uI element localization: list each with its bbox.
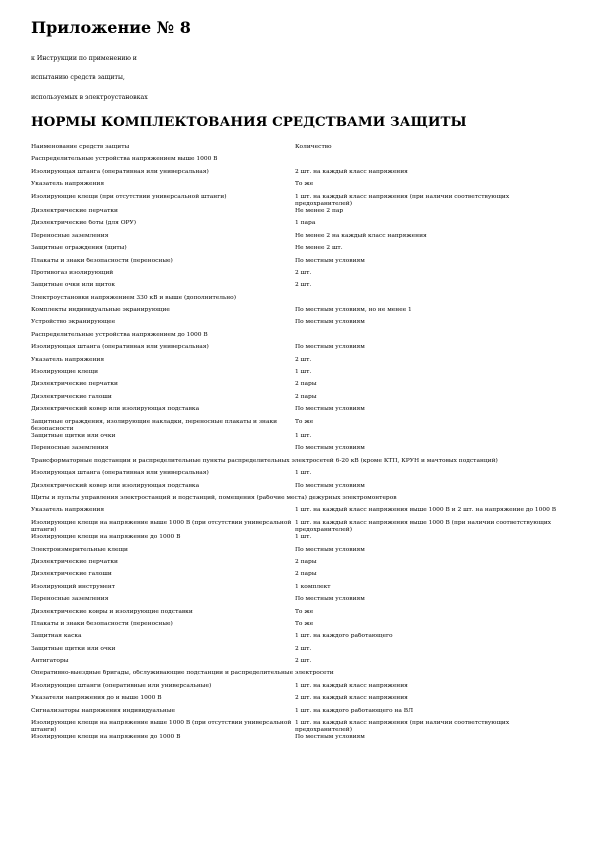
quantity-cell: Не менее 2 на каждый класс напряжения bbox=[295, 232, 427, 239]
intro-line-1: к Инструкции по применению и bbox=[31, 55, 137, 62]
table-row bbox=[31, 307, 563, 319]
equipment-name-cell: Защитные щитки или очки bbox=[31, 433, 116, 440]
equipment-name-cell: Изолирующие клещи на напряжение до 1000 В bbox=[31, 734, 181, 741]
equipment-name-cell: Изолирующая штанга (оперативная или универсальная) bbox=[31, 470, 209, 477]
equipment-name-cell: Комплекты индивидуальные экранирующие bbox=[31, 307, 170, 314]
equipment-name-cell: Изолирующие клещи на напряжение выше 1000 В (при отсутствии универсальной штанги) bbox=[31, 519, 292, 533]
table-row bbox=[31, 433, 563, 445]
quantity-cell: По местным условиям bbox=[295, 546, 365, 553]
equipment-name-cell: Изолирующие клещи на напряжение выше 1000 В (при отсутствии универсальной штанги) bbox=[31, 720, 292, 734]
table-row bbox=[31, 658, 563, 670]
table-row bbox=[31, 220, 563, 232]
quantity-cell: 2 пары bbox=[295, 381, 317, 388]
table-row bbox=[31, 507, 563, 519]
quantity-cell: 1 шт. на каждого работающего bbox=[295, 633, 393, 640]
table-row bbox=[31, 233, 563, 245]
table-row bbox=[31, 633, 563, 645]
equipment-name-cell: Плакаты и знаки безопасности (переносные) bbox=[31, 257, 173, 264]
column-header-quantity: Количество bbox=[295, 144, 332, 150]
quantity-cell: 1 шт. на каждый класс напряжения выше 1000 В (при наличии соответствующих предохранителей) bbox=[295, 519, 552, 533]
equipment-name-cell: Антигаторы bbox=[31, 658, 69, 665]
table-row bbox=[31, 208, 563, 220]
equipment-name-cell: Изолирующая штанга (оперативная или универсальная) bbox=[31, 344, 209, 351]
table-row bbox=[31, 584, 563, 596]
section-title: Электроустановки напряжением 330 кВ и выше (дополнительно) bbox=[31, 294, 236, 301]
equipment-name-cell: Изолирующие клещи (при отсутствии универсальной штанги) bbox=[31, 193, 227, 200]
equipment-name-cell: Защитные щитки или очки bbox=[31, 645, 116, 652]
quantity-cell: По местным условиям, но не менее 1 bbox=[295, 307, 412, 314]
table-row bbox=[31, 547, 563, 559]
quantity-cell: 2 шт. на каждый класс напряжения bbox=[295, 168, 408, 175]
table-row bbox=[31, 695, 563, 707]
equipment-name-cell: Переносные заземления bbox=[31, 596, 109, 603]
section-title: Оперативно-выездные бригады, обслуживающие подстанции и распределительные электросети bbox=[31, 670, 334, 677]
table-row bbox=[31, 720, 563, 734]
section-title: Трансформаторные подстанции и распределительные пункты распределительных электросетей 6-20 кВ (кроме КТП, КРУН и мачтовых подстанций) bbox=[31, 457, 498, 464]
table-row bbox=[31, 483, 563, 495]
norms-table bbox=[31, 144, 563, 747]
quantity-cell: По местным условиям bbox=[295, 734, 365, 741]
norms-table-body bbox=[31, 144, 563, 747]
intro-line-3: используемых в электроустановках bbox=[31, 94, 148, 101]
quantity-cell: 2 шт. bbox=[295, 356, 312, 363]
quantity-cell: По местным условиям bbox=[295, 445, 365, 452]
table-row bbox=[31, 319, 563, 331]
equipment-name-cell: Диэлектрические перчатки bbox=[31, 381, 118, 388]
equipment-name-cell: Изолирующие клещи bbox=[31, 369, 99, 376]
equipment-name-cell: Диэлектрический ковер или изолирующая подставка bbox=[31, 482, 200, 489]
quantity-cell: 2 пары bbox=[295, 393, 317, 400]
equipment-name-cell: Противогаз изолирующий bbox=[31, 269, 114, 276]
section-title: Щиты и пульты управления электростанций и подстанций, помещения (рабочие места) дежурных электромонтеров bbox=[31, 494, 397, 501]
table-row bbox=[31, 194, 563, 208]
quantity-cell: 1 шт. на каждый класс напряжения (при наличии соответствующих предохранителей) bbox=[295, 193, 510, 207]
equipment-name-cell: Переносные заземления bbox=[31, 445, 109, 452]
section-title: Распределительные устройства напряжением выше 1000 В bbox=[31, 156, 218, 163]
table-row bbox=[31, 181, 563, 193]
table-row bbox=[31, 571, 563, 583]
equipment-name-cell: Защитные ограждения, изолирующие накладки, переносные плакаты и знаки безопасности bbox=[31, 418, 278, 432]
equipment-name-cell: Указатель напряжения bbox=[31, 507, 105, 514]
table-row bbox=[31, 609, 563, 621]
quantity-cell: 1 шт. bbox=[295, 369, 312, 376]
table-row bbox=[31, 169, 563, 181]
quantity-cell: По местным условиям bbox=[295, 482, 365, 489]
table-row bbox=[31, 245, 563, 257]
table-row bbox=[31, 596, 563, 608]
equipment-name-cell: Диэлектрические перчатки bbox=[31, 207, 118, 214]
quantity-cell: 1 шт. на каждого работающего на ВЛ bbox=[295, 707, 413, 714]
quantity-cell: 1 шт. на каждый класс напряжения выше 1000 В и 2 шт. на напряжение до 1000 В bbox=[295, 507, 557, 514]
table-row bbox=[31, 258, 563, 270]
section-header-row bbox=[31, 156, 563, 168]
table-row bbox=[31, 646, 563, 658]
quantity-cell: 1 шт. bbox=[295, 470, 312, 477]
table-row bbox=[31, 559, 563, 571]
table-row bbox=[31, 369, 563, 381]
equipment-name-cell: Указатель напряжения bbox=[31, 356, 105, 363]
table-row bbox=[31, 394, 563, 406]
table-row bbox=[31, 419, 563, 433]
equipment-name-cell: Диэлектрические боты (для ОРУ) bbox=[31, 220, 137, 227]
table-header-row bbox=[31, 144, 563, 156]
equipment-name-cell: Устройство экранирующее bbox=[31, 319, 116, 326]
equipment-name-cell: Электроизмерительные клещи bbox=[31, 546, 128, 553]
table-row bbox=[31, 282, 563, 294]
equipment-name-cell: Диэлектрические ковры и изолирующие подставки bbox=[31, 608, 193, 615]
quantity-cell: Не менее 2 пар bbox=[295, 207, 344, 214]
section-header-row bbox=[31, 670, 563, 682]
equipment-name-cell: Изолирующие штанги (оперативные или универсальные) bbox=[31, 682, 212, 689]
quantity-cell: То же bbox=[295, 608, 314, 615]
table-row bbox=[31, 270, 563, 282]
quantity-cell: 2 шт. bbox=[295, 658, 312, 665]
quantity-cell: 1 пара bbox=[295, 220, 316, 227]
section-header-row bbox=[31, 458, 563, 470]
quantity-cell: 1 шт. на каждый класс напряжения bbox=[295, 682, 408, 689]
table-row bbox=[31, 357, 563, 369]
equipment-name-cell: Сигнализаторы напряжения индивидуальные bbox=[31, 707, 175, 714]
quantity-cell: 2 пары bbox=[295, 558, 317, 565]
equipment-name-cell: Указатель напряжения bbox=[31, 181, 105, 188]
equipment-name-cell: Указатели напряжения до и выше 1000 В bbox=[31, 695, 162, 702]
quantity-cell: 1 шт. bbox=[295, 433, 312, 440]
section-title: Распределительные устройства напряжением до 1000 В bbox=[31, 331, 208, 338]
quantity-cell: По местным условиям bbox=[295, 406, 365, 413]
document-title: НОРМЫ КОМПЛЕКТОВАНИЯ СРЕДСТВАМИ ЗАЩИТЫ bbox=[31, 114, 467, 130]
appendix-title: Приложение № 8 bbox=[31, 18, 191, 37]
table-row bbox=[31, 344, 563, 356]
quantity-cell: 1 шт. на каждый класс напряжения (при наличии соответствующих предохранителей) bbox=[295, 720, 510, 734]
section-header-row bbox=[31, 495, 563, 507]
table-row bbox=[31, 734, 563, 746]
equipment-name-cell: Диэлектрический ковер или изолирующая подставка bbox=[31, 406, 200, 413]
quantity-cell: 2 пары bbox=[295, 571, 317, 578]
quantity-cell: То же bbox=[295, 620, 314, 627]
quantity-cell: То же bbox=[295, 418, 314, 425]
column-header-name: Наименование средств защиты bbox=[31, 144, 130, 150]
table-row bbox=[31, 406, 563, 418]
quantity-cell: По местным условиям bbox=[295, 319, 365, 326]
quantity-cell: 2 шт. на каждый класс напряжения bbox=[295, 695, 408, 702]
equipment-name-cell: Диэлектрические галоши bbox=[31, 393, 112, 400]
quantity-cell: 1 комплект bbox=[295, 583, 331, 590]
equipment-name-cell: Переносные заземления bbox=[31, 232, 109, 239]
equipment-name-cell: Плакаты и знаки безопасности (переносные) bbox=[31, 620, 173, 627]
equipment-name-cell: Изолирующие клещи на напряжение до 1000 В bbox=[31, 534, 181, 541]
quantity-cell: 1 шт. bbox=[295, 534, 312, 541]
quantity-cell: 2 шт. bbox=[295, 282, 312, 289]
table-row bbox=[31, 708, 563, 720]
table-row bbox=[31, 381, 563, 393]
equipment-name-cell: Диэлектрические перчатки bbox=[31, 558, 118, 565]
section-header-row bbox=[31, 332, 563, 344]
quantity-cell: То же bbox=[295, 181, 314, 188]
quantity-cell: По местным условиям bbox=[295, 596, 365, 603]
table-row bbox=[31, 683, 563, 695]
quantity-cell: 2 шт. bbox=[295, 269, 312, 276]
equipment-name-cell: Изолирующий инструмент bbox=[31, 583, 116, 590]
section-header-row bbox=[31, 295, 563, 307]
table-row bbox=[31, 534, 563, 546]
intro-line-2: испытанию средств защиты, bbox=[31, 74, 125, 81]
quantity-cell: Не менее 2 шт. bbox=[295, 245, 343, 252]
table-row bbox=[31, 445, 563, 457]
equipment-name-cell: Диэлектрические галоши bbox=[31, 571, 112, 578]
table-row bbox=[31, 520, 563, 534]
equipment-name-cell: Защитная каска bbox=[31, 633, 82, 640]
quantity-cell: По местным условиям bbox=[295, 344, 365, 351]
equipment-name-cell: Изолирующая штанга (оперативная или универсальная) bbox=[31, 168, 209, 175]
table-row bbox=[31, 470, 563, 482]
table-row bbox=[31, 621, 563, 633]
equipment-name-cell: Защитные ограждения (щиты) bbox=[31, 245, 127, 252]
equipment-name-cell: Защитные очки или щиток bbox=[31, 282, 116, 289]
quantity-cell: По местным условиям bbox=[295, 257, 365, 264]
quantity-cell: 2 шт. bbox=[295, 645, 312, 652]
